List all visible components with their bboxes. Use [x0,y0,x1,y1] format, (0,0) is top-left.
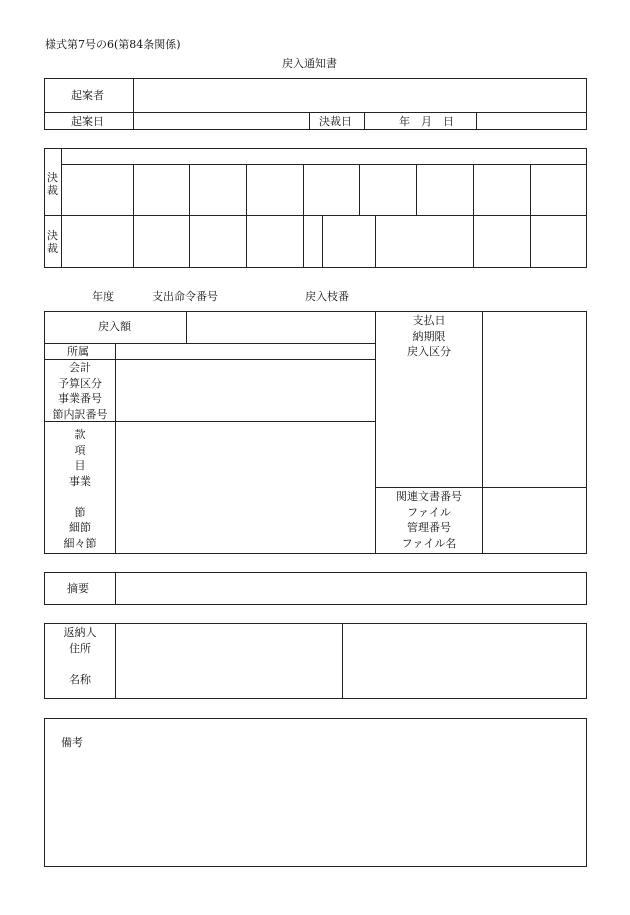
account-labels [45,360,115,422]
refund-branch-label: 戻入枝番 [305,290,349,303]
drafter-field[interactable] [134,79,586,112]
section-detail-number-label: 節内訳番号 [52,407,108,421]
form-number: 様式第7号の6(第84条関係) [45,38,181,51]
moku-label: 目 [74,459,86,472]
draft-date-label: 起案日 [71,115,104,128]
saisetsu-label: 細節 [69,521,91,534]
address-label: 住所 [69,641,91,655]
returner-name-field[interactable] [343,624,586,698]
department-label: 所属 [67,345,89,358]
summary-field[interactable] [116,573,586,604]
name-label: 名称 [69,672,91,686]
refund-amount-label: 戻入額 [98,320,131,333]
related-labels [376,489,482,551]
spacer [45,656,115,672]
file-name-label: ファイル名 [401,536,457,550]
remarks-field[interactable] [45,755,586,866]
approval-row2-label: 決裁 [47,229,58,255]
refund-category-label: 戻入区分 [407,345,451,358]
budget-category-label: 予算区分 [58,376,102,390]
due-date-label: 納期限 [412,329,446,343]
payment-date-label: 支払日 [412,314,446,327]
returner-labels [45,625,115,687]
remarks-label: 備考 [61,736,83,749]
classification-labels [45,427,115,551]
returner-address-field[interactable] [116,624,342,698]
fiscal-year-label: 年度 [92,290,114,303]
related-doc-number-label: 関連文書番号 [396,490,462,503]
returner-label: 返納人 [63,626,97,639]
payment-labels [376,313,482,360]
department-field[interactable] [116,344,375,359]
project-number-label: 事業番号 [58,392,102,405]
refund-amount-field[interactable] [187,312,375,343]
drafter-label: 起案者 [71,89,104,102]
approval-row1-label: 決裁 [47,171,58,197]
file-label: ファイル [407,505,451,519]
kan-label: 款 [74,428,86,441]
jigyou-label: 事業 [69,474,91,488]
kou-label: 項 [74,443,86,457]
management-number-label: 管理番号 [407,521,451,534]
payment-order-label: 支出命令番号 [152,290,218,303]
document-title: 戻入通知書 [282,57,337,70]
decision-date-field[interactable]: 年 月 日 [399,115,454,128]
account-label: 会計 [69,361,91,374]
spacer [45,489,115,505]
summary-label: 摘要 [67,582,89,595]
decision-date-label: 決裁日 [319,115,352,128]
setsu-label: 節 [74,505,86,519]
saisaisetsu-label: 細々節 [63,536,97,550]
draft-date-field[interactable] [134,113,309,130]
